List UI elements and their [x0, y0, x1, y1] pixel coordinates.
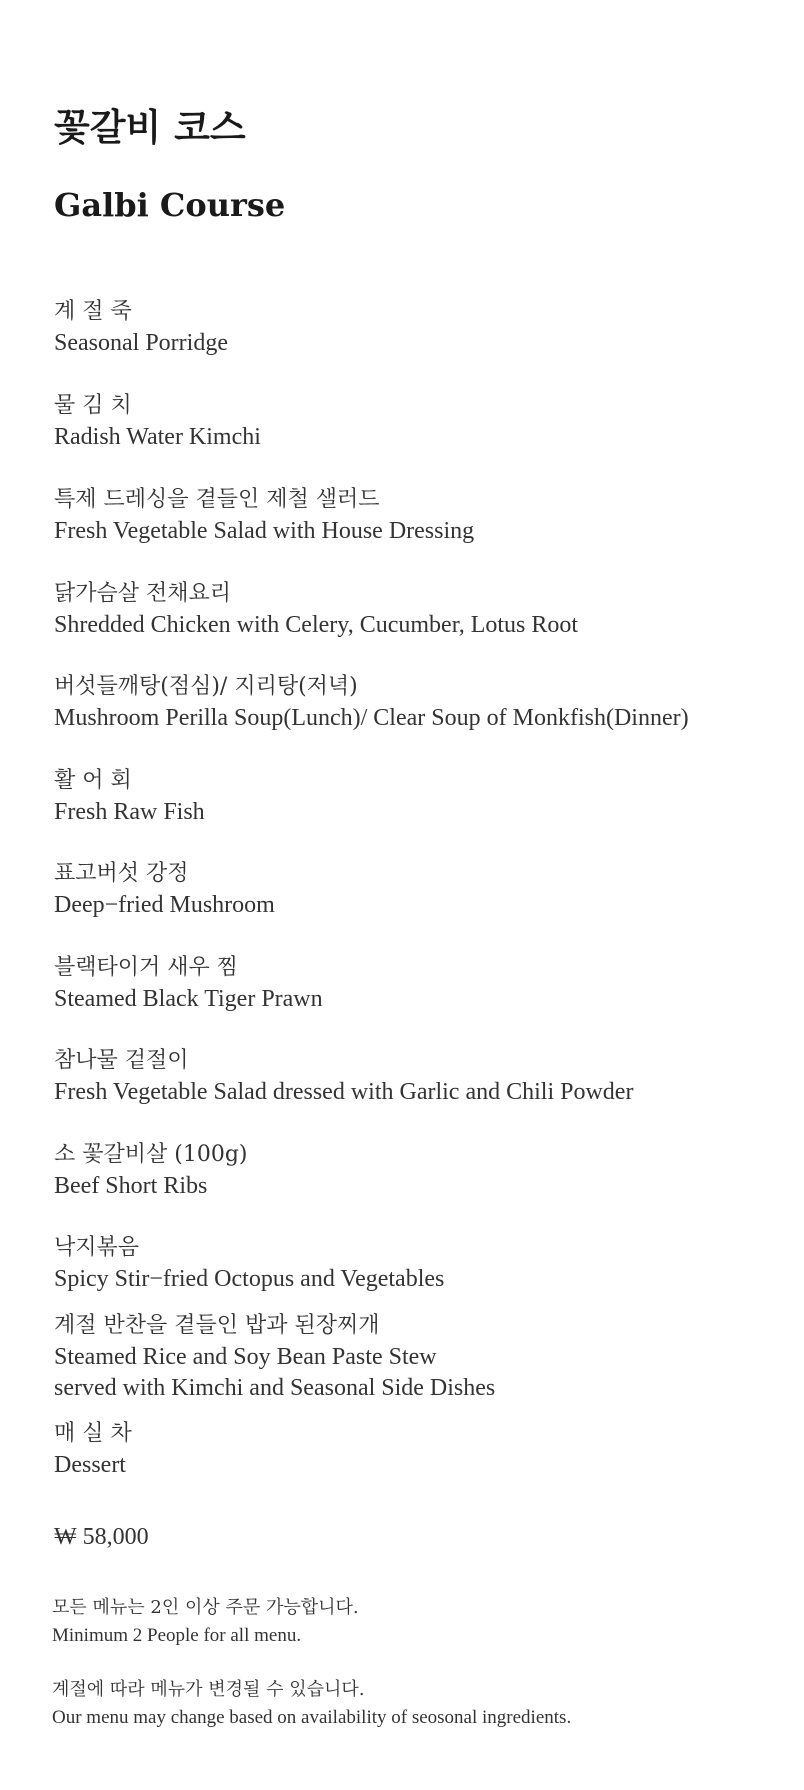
course-name-english: Radish Water Kimchi: [54, 424, 261, 450]
course-name-english: Beef Short Ribs: [54, 1173, 208, 1199]
course-item: [54, 390, 794, 453]
course-name-korean: 계 절 죽: [54, 299, 132, 324]
course-name-korean: 버섯들깨탕(점심)/ 지리탕(저녁): [54, 674, 358, 699]
course-item: [54, 296, 794, 359]
course-item: [54, 671, 794, 734]
note-item: [52, 1594, 792, 1650]
course-name-korean: 매 실 차: [54, 1421, 132, 1446]
course-item: [54, 1310, 794, 1404]
course-title-english: Galbi Course: [54, 186, 286, 224]
course-item: [54, 1139, 794, 1202]
course-name-english: Seasonal Porridge: [54, 330, 228, 356]
course-name-english: Deep−fried Mushroom: [54, 892, 275, 918]
course-name-english: Dessert: [54, 1452, 126, 1478]
course-price: ₩ 58,000: [54, 1524, 149, 1550]
course-name-korean: 활 어 회: [54, 768, 132, 793]
course-name-english: Steamed Black Tiger Prawn: [54, 986, 323, 1012]
note-korean: 모든 메뉴는 2인 이상 주문 가능합니다.: [52, 1597, 359, 1618]
course-name-korean: 블랙타이거 새우 찜: [54, 955, 239, 980]
course-item: [54, 765, 794, 828]
course-item: [54, 858, 794, 921]
course-item: [54, 484, 794, 547]
course-name-english: Fresh Vegetable Salad dressed with Garlic and Chili Powder: [54, 1079, 634, 1105]
course-name-korean: 닭가슴살 전채요리: [54, 581, 232, 606]
note-item: [52, 1676, 792, 1732]
course-item: [54, 952, 794, 1015]
course-name-english: Shredded Chicken with Celery, Cucumber, Lotus Root: [54, 612, 579, 638]
course-item: [54, 1232, 794, 1295]
course-item: [54, 1418, 794, 1481]
course-name-korean: 소 꽃갈비살 (100g): [54, 1142, 248, 1167]
course-name-korean: 계절 반찬을 곁들인 밥과 된장찌개: [54, 1313, 380, 1338]
course-name-korean: 표고버섯 강정: [54, 861, 189, 886]
course-name-english: Spicy Stir−fried Octopus and Vegetables: [54, 1266, 445, 1292]
note-korean: 계절에 따라 메뉴가 변경될 수 있습니다.: [52, 1679, 365, 1700]
note-english: Minimum 2 People for all menu.: [52, 1625, 302, 1646]
course-name-english: Fresh Vegetable Salad with House Dressing: [54, 518, 475, 544]
course-name-english: Mushroom Perilla Soup(Lunch)/ Clear Soup of Monkfish(Dinner): [54, 705, 689, 731]
note-english: Our menu may change based on availability of seosonal ingredients.: [52, 1707, 572, 1728]
course-name-korean: 참나물 겉절이: [54, 1048, 189, 1073]
course-name-english: Steamed Rice and Soy Bean Paste Stew: [54, 1344, 437, 1370]
course-title-korean: 꽃갈비 코스: [54, 106, 246, 149]
course-name-korean: 물 김 치: [54, 393, 132, 418]
course-name-korean: 특제 드레싱을 곁들인 제철 샐러드: [54, 487, 380, 512]
course-item: [54, 1045, 794, 1108]
course-name-english-line-2: served with Kimchi and Seasonal Side Dishes: [54, 1375, 496, 1401]
course-item: [54, 578, 794, 641]
course-name-korean: 낙지볶음: [54, 1235, 140, 1260]
course-name-english: Fresh Raw Fish: [54, 799, 205, 825]
